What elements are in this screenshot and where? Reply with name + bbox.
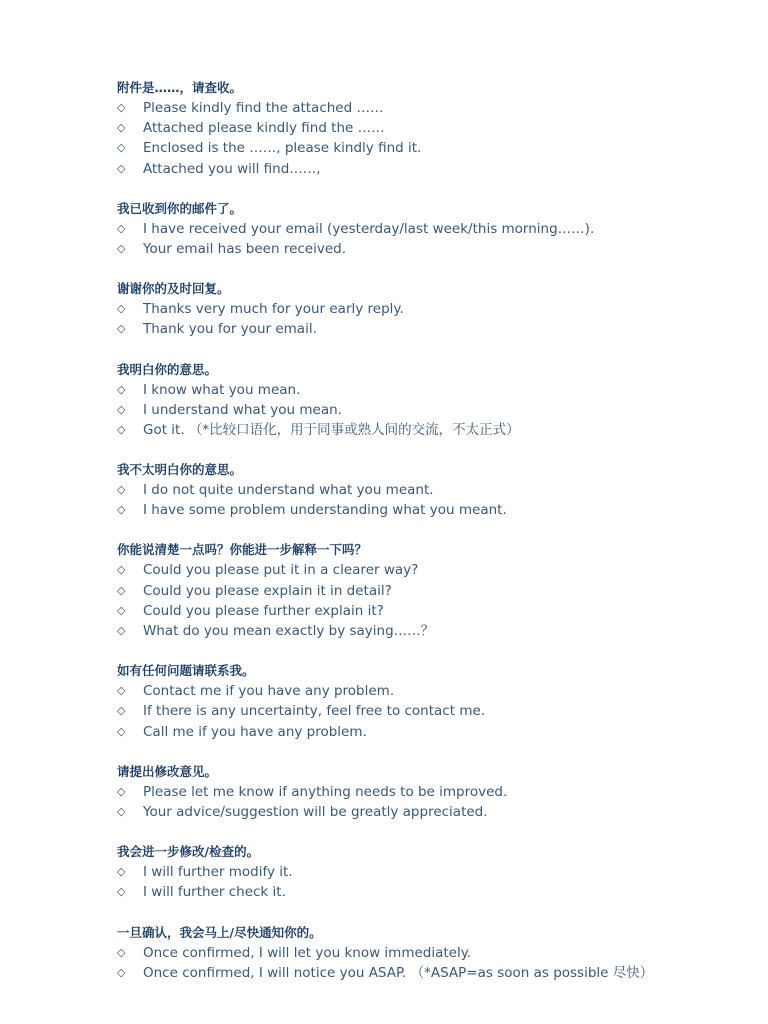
phrase-item — [117, 239, 768, 259]
diamond-bullet-icon: ◇ — [117, 865, 126, 879]
phrase-text: Please kindly find the attached …… — [143, 100, 384, 116]
phrase-text: Could you please explain it in detail? — [143, 582, 392, 599]
phrase-item — [117, 219, 768, 239]
phrase-text: Could you please put it in a clearer way? — [143, 562, 419, 579]
section-confirm — [117, 923, 768, 983]
phrase-text: Your email has been received. — [143, 240, 347, 257]
diamond-bullet-icon: ◇ — [117, 945, 126, 959]
phrase-text: I understand what you mean. — [143, 401, 342, 418]
section-received — [117, 199, 768, 259]
phrase-list — [117, 681, 768, 742]
phrase-list — [117, 943, 768, 983]
diamond-bullet-icon: ◇ — [117, 684, 126, 698]
phrase-item — [117, 701, 768, 721]
phrase-item — [117, 621, 768, 641]
phrase-text: Thanks very much for your early reply. — [143, 301, 404, 318]
diamond-bullet-icon: ◇ — [117, 624, 126, 637]
section-attachment — [117, 78, 768, 179]
phrase-text: Enclosed is the ……, please kindly find it. — [143, 140, 422, 157]
diamond-bullet-icon: ◇ — [117, 483, 126, 497]
section-title: 我已收到你的邮件了。 — [117, 200, 243, 216]
phrase-text: What do you mean exactly by saying……？ — [143, 623, 435, 639]
phrase-item — [117, 581, 768, 601]
phrase-item — [117, 118, 768, 138]
phrase-list — [117, 380, 768, 441]
phrase-item — [117, 98, 768, 118]
section-title: 附件是……，请查收。 — [117, 80, 243, 95]
phrase-item — [117, 420, 768, 440]
phrase-list — [117, 299, 768, 339]
diamond-bullet-icon: ◇ — [117, 302, 126, 316]
phrase-text: Thank you for your email. — [143, 321, 317, 338]
phrase-item — [117, 943, 768, 963]
section-title: 我不太明白你的意思。 — [117, 462, 243, 478]
diamond-bullet-icon: ◇ — [117, 583, 126, 597]
section-title: 我会进一步修改/检查的。 — [117, 844, 260, 860]
phrase-text: I have received your email (yesterday/last week/this morning……). — [143, 220, 595, 237]
section-title: 如有任何问题请联系我。 — [117, 663, 255, 679]
phrase-list — [117, 862, 768, 902]
phrase-item — [117, 963, 768, 983]
phrase-text: If there is any uncertainty, feel free to contact me. — [143, 703, 486, 720]
phrase-item — [117, 802, 768, 822]
section-not-understand — [117, 460, 768, 520]
diamond-bullet-icon: ◇ — [117, 322, 126, 336]
phrase-item — [117, 159, 768, 179]
phrase-text: Once confirmed, I will let you know immediately. — [143, 944, 472, 961]
section-understand — [117, 360, 768, 441]
phrase-item — [117, 722, 768, 742]
phrase-list — [117, 219, 768, 259]
phrase-text: Attached you will find……, — [143, 160, 321, 177]
phrase-item — [117, 480, 768, 500]
phrase-item — [117, 319, 768, 339]
diamond-bullet-icon: ◇ — [117, 241, 126, 255]
phrase-item — [117, 138, 768, 158]
phrase-text: I have some problem understanding what you meant. — [143, 502, 507, 519]
phrase-text: Please let me know if anything needs to be improved. — [143, 783, 508, 800]
phrase-list — [117, 782, 768, 822]
diamond-bullet-icon: ◇ — [117, 563, 126, 577]
diamond-bullet-icon: ◇ — [117, 161, 126, 175]
phrase-item — [117, 782, 768, 802]
diamond-bullet-icon: ◇ — [117, 121, 126, 135]
section-title: 请提出修改意见。 — [117, 763, 218, 779]
diamond-bullet-icon: ◇ — [117, 402, 126, 416]
phrase-text: Your advice/suggestion will be greatly appreciated. — [143, 803, 488, 820]
diamond-bullet-icon: ◇ — [117, 101, 126, 114]
phrase-text: Attached please kindly find the …… — [143, 120, 385, 137]
phrase-text: Contact me if you have any problem. — [143, 683, 395, 700]
diamond-bullet-icon: ◇ — [117, 784, 126, 798]
diamond-bullet-icon: ◇ — [117, 965, 126, 979]
phrase-text: Got it. （*比较口语化，用于同事或熟人间的交流，不太正式） — [143, 421, 520, 438]
section-title: 你能说清楚一点吗？你能进一步解释一下吗？ — [117, 542, 368, 558]
diamond-bullet-icon: ◇ — [117, 141, 126, 155]
phrase-item — [117, 560, 768, 580]
phrase-text: I know what you mean. — [143, 381, 301, 398]
phrase-text: Call me if you have any problem. — [143, 723, 367, 740]
phrase-text: Once confirmed, I will notice you ASAP. （*ASAP=as soon as possible 尽快） — [143, 964, 654, 981]
phrase-text: I do not quite understand what you meant. — [143, 482, 434, 499]
section-title: 谢谢你的及时回复。 — [117, 281, 230, 297]
diamond-bullet-icon: ◇ — [117, 422, 126, 436]
phrase-item — [117, 500, 768, 520]
diamond-bullet-icon: ◇ — [117, 885, 126, 899]
diamond-bullet-icon: ◇ — [117, 724, 126, 738]
section-suggestions — [117, 762, 768, 822]
section-title: 我明白你的意思。 — [117, 361, 218, 377]
phrase-item — [117, 380, 768, 400]
phrase-item — [117, 862, 768, 882]
phrase-list — [117, 480, 768, 520]
phrase-item — [117, 400, 768, 420]
diamond-bullet-icon: ◇ — [117, 704, 126, 718]
diamond-bullet-icon: ◇ — [117, 503, 126, 517]
phrase-item — [117, 601, 768, 621]
phrase-item — [117, 681, 768, 701]
phrase-list — [117, 98, 768, 179]
diamond-bullet-icon: ◇ — [117, 804, 126, 818]
section-thanks — [117, 279, 768, 339]
section-explain — [117, 540, 768, 641]
diamond-bullet-icon: ◇ — [117, 603, 126, 617]
diamond-bullet-icon: ◇ — [117, 221, 126, 235]
phrase-text: Could you please further explain it? — [143, 602, 384, 619]
phrase-text: I will further modify it. — [143, 864, 293, 881]
phrase-text: I will further check it. — [143, 884, 286, 901]
section-title: 一旦确认，我会马上/尽快通知你的。 — [117, 924, 322, 940]
section-modify — [117, 842, 768, 902]
phrase-item — [117, 882, 768, 902]
diamond-bullet-icon: ◇ — [117, 382, 126, 396]
phrase-item — [117, 299, 768, 319]
phrase-list — [117, 560, 768, 641]
section-contact — [117, 661, 768, 742]
